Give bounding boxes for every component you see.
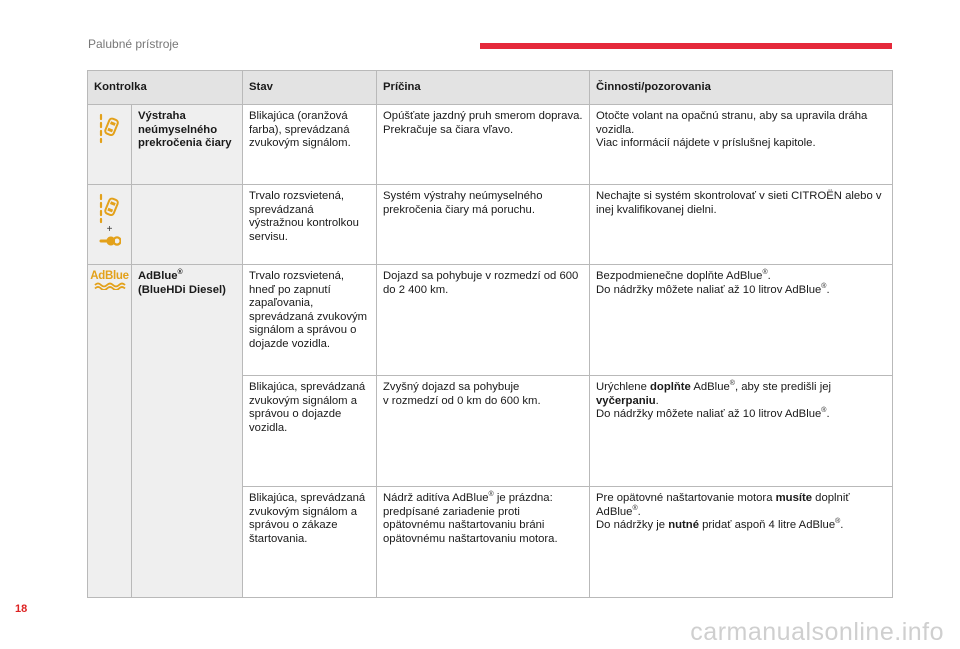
warning-light-name-empty xyxy=(132,185,243,265)
action-bold-text: vyčerpaniu xyxy=(596,394,656,407)
warning-light-name xyxy=(132,265,243,598)
cause-cell xyxy=(377,487,590,598)
action-cell xyxy=(590,105,893,185)
action-line xyxy=(596,270,886,284)
adblue-variant: (BlueHDi Diesel) xyxy=(138,283,226,296)
header-accent-bar xyxy=(480,43,892,49)
lane-departure-icon xyxy=(97,190,123,224)
adblue-name: AdBlue xyxy=(138,270,178,282)
state-cell: Blikajúca (oranžová farba), sprevádzaná zvukovým signálom. xyxy=(243,105,377,185)
warning-lights-table xyxy=(87,70,893,598)
action-text: Pre opätovné naštartovanie motora xyxy=(596,492,776,504)
column-header-pricina: Príčina xyxy=(377,71,590,105)
table-row xyxy=(88,185,893,265)
action-text: , aby ste predišli jej xyxy=(734,381,832,393)
page-header-title: Palubné prístroje xyxy=(88,37,179,51)
action-text: . xyxy=(840,519,844,532)
action-text: doplniť AdBlue xyxy=(596,492,850,518)
action-text: . xyxy=(637,505,641,518)
lane-departure-service-icon xyxy=(88,185,132,265)
action-cell xyxy=(590,376,893,487)
action-cell: Nechajte si systém skontrolovať v sieti CITROËN alebo v inej kvalifikovanej dielni. xyxy=(590,185,893,265)
wrench-icon xyxy=(99,235,121,247)
action-text: Urýchlene xyxy=(596,381,651,393)
action-line xyxy=(596,519,886,533)
state-cell: Trvalo rozsvietená, hneď po zapnutí zapaľovania, sprevádzaná zvukovým signálom a správou o dojazde vozidla. xyxy=(243,265,377,376)
registered-mark: ® xyxy=(821,282,827,290)
action-line: Otočte volant na opačnú stranu, aby sa upravila dráha vozidla. xyxy=(596,110,868,136)
adblue-wave-icon xyxy=(94,282,126,290)
action-text: Do nádržky je xyxy=(596,519,669,532)
column-header-cinnosti: Činnosti/pozorovania xyxy=(590,71,893,105)
lane-departure-warning-icon xyxy=(88,105,132,185)
action-bold-text: doplňte xyxy=(650,381,691,393)
table-row xyxy=(88,265,893,376)
cause-cell: Dojazd sa pohybuje v rozmedzí od 600 do 2 400 km. xyxy=(377,265,590,376)
action-line xyxy=(596,408,886,422)
column-header-stav: Stav xyxy=(243,71,377,105)
cause-line: v rozmedzí od 0 km do 600 km. xyxy=(383,394,541,407)
adblue-icon xyxy=(88,265,132,598)
state-cell: Trvalo rozsvietená, sprevádzaná výstražnou kontrolkou servisu. xyxy=(243,185,377,265)
cause-line: Zvyšný dojazd sa pohybuje xyxy=(383,381,520,393)
state-cell: Blikajúca, sprevádzaná zvukovým signálom a správou o zákaze štartovania. xyxy=(243,487,377,598)
registered-mark: ® xyxy=(835,518,841,526)
action-cell xyxy=(590,265,893,376)
registered-mark: ® xyxy=(762,269,768,277)
column-header-kontrolka: Kontrolka xyxy=(88,71,243,105)
action-line xyxy=(596,284,886,298)
cause-text: je prázdna: predpísané zariadenie proti opätovnému naštartovaniu bráni opätovnému naštartovaniu motora. xyxy=(383,492,558,545)
table-row xyxy=(88,105,893,185)
registered-mark: ® xyxy=(729,380,735,388)
action-text: . xyxy=(826,283,830,296)
warning-light-name: Výstraha neúmyselného prekročenia čiary xyxy=(132,105,243,185)
action-text: . xyxy=(655,394,659,407)
registered-mark: ® xyxy=(821,407,827,415)
cause-text: Nádrž aditíva AdBlue xyxy=(383,492,489,504)
page-number: 18 xyxy=(15,603,28,615)
registered-mark: ® xyxy=(632,504,638,512)
state-cell: Blikajúca, sprevádzaná zvukovým signálom a správou o dojazde vozidla. xyxy=(243,376,377,487)
plus-sign: + xyxy=(106,224,113,235)
table-header-row xyxy=(88,71,893,105)
action-text: pridať aspoň 4 litre AdBlue xyxy=(698,519,836,532)
registered-mark: ® xyxy=(488,491,494,499)
adblue-icon-text: AdBlue xyxy=(90,270,129,282)
watermark: carmanualsonline.info xyxy=(690,618,944,646)
registered-mark: ® xyxy=(177,269,183,277)
cause-line: Prekračuje sa čiara vľavo. xyxy=(383,123,514,136)
action-text: . xyxy=(826,408,830,421)
action-text: Do nádržky môžete naliať až 10 litrov AdBlue xyxy=(596,408,822,421)
cause-cell xyxy=(377,376,590,487)
action-text: Bezpodmienečne doplňte AdBlue xyxy=(596,270,763,282)
action-bold-text: nutné xyxy=(668,519,699,532)
action-line: Viac informácií nájdete v príslušnej kapitole. xyxy=(596,137,816,150)
action-line xyxy=(596,492,886,519)
cause-line: Opúšťate jazdný pruh smerom doprava. xyxy=(383,110,583,122)
action-text: . xyxy=(767,270,771,282)
cause-cell: Systém výstrahy neúmyselného prekročenia čiary má poruchu. xyxy=(377,185,590,265)
cause-cell xyxy=(377,105,590,185)
action-line xyxy=(596,381,886,408)
action-bold-text: musíte xyxy=(775,492,813,504)
action-text: Do nádržky môžete naliať až 10 litrov AdBlue xyxy=(596,283,822,296)
action-text: AdBlue xyxy=(690,381,730,393)
action-cell xyxy=(590,487,893,598)
